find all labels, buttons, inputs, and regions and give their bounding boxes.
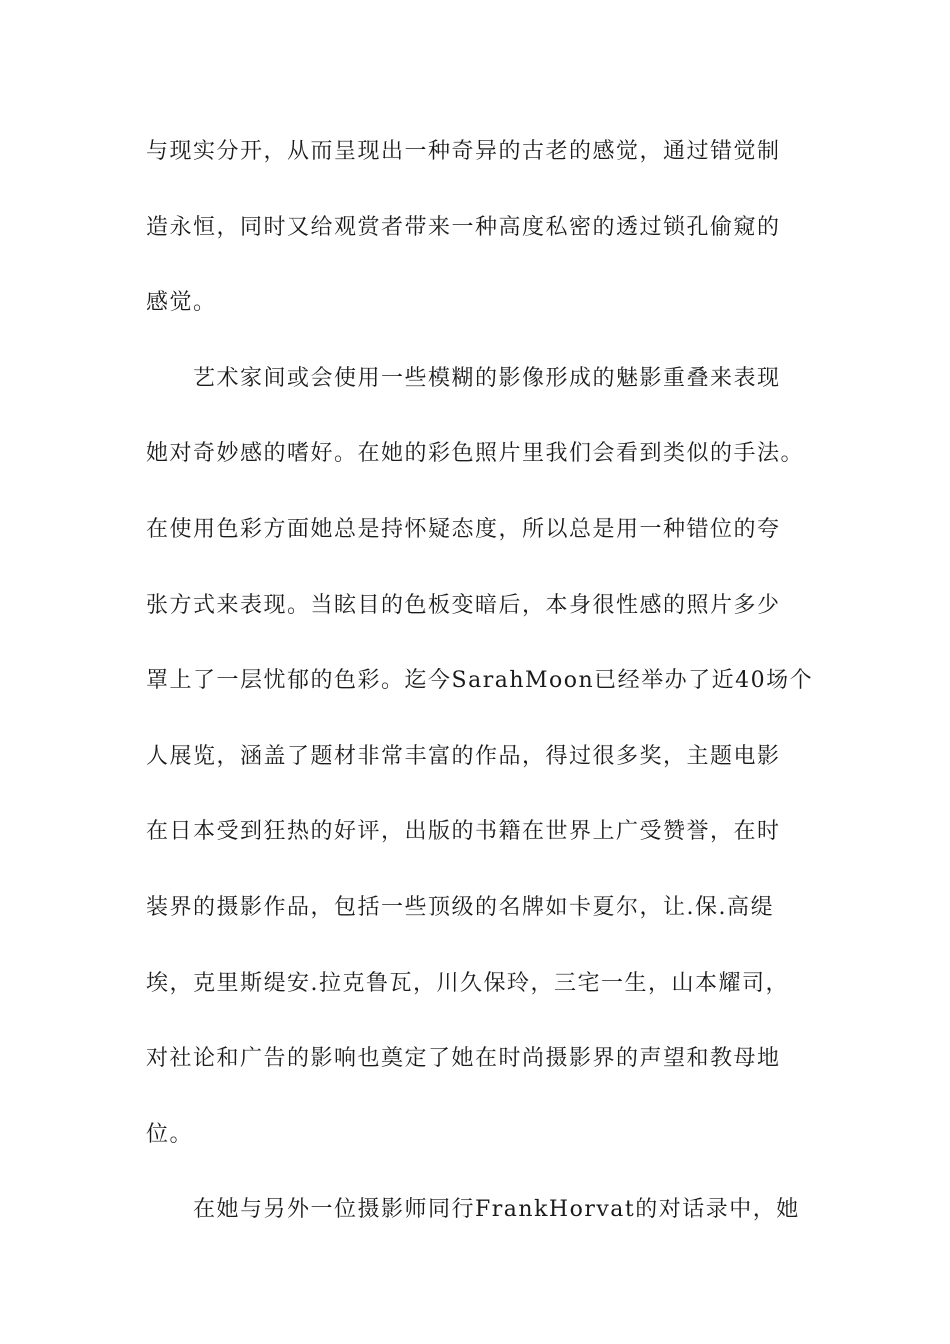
text-line: 对社论和广告的影响也奠定了她在时尚摄影界的声望和教母地 <box>146 1046 781 1072</box>
text-line: 她对奇妙感的嗜好。在她的彩色照片里我们会看到类似的手法。 <box>146 441 805 467</box>
text-line: 装界的摄影作品，包括一些顶级的名牌如卡夏尔，让.保.高缇 <box>146 894 774 920</box>
paragraph-start-line: 在她与另外一位摄影师同行FrankHorvat的对话录中，她 <box>193 1197 800 1223</box>
body-text <box>146 128 846 1262</box>
text-line: 埃，克里斯缇安.拉克鲁瓦，川久保玲，三宅一生，山本耀司， <box>146 970 789 996</box>
text-line: 罩上了一层忧郁的色彩。迄今SarahMoon已经举办了近40场个 <box>146 668 814 694</box>
text-line: 与现实分开，从而呈现出一种奇异的古老的感觉，通过错觉制 <box>146 139 781 164</box>
text-line: 在使用色彩方面她总是持怀疑态度，所以总是用一种错位的夸 <box>146 516 781 542</box>
text-line: 张方式来表现。当眩目的色板变暗后，本身很性感的照片多少 <box>146 592 781 618</box>
text-line: 人展览，涵盖了题材非常丰富的作品，得过很多奖，主题电影 <box>146 743 781 769</box>
text-line: 位。 <box>146 1121 194 1147</box>
text-line: 造永恒，同时又给观赏者带来一种高度私密的透过锁孔偷窥的 <box>146 214 781 240</box>
paragraph-start-line: 艺术家间或会使用一些模糊的影像形成的魅影重叠来表现 <box>193 365 781 391</box>
text-line: 感觉。 <box>146 290 217 316</box>
text-line: 在日本受到狂热的好评，出版的书籍在世界上广受赞誉，在时 <box>146 819 781 845</box>
